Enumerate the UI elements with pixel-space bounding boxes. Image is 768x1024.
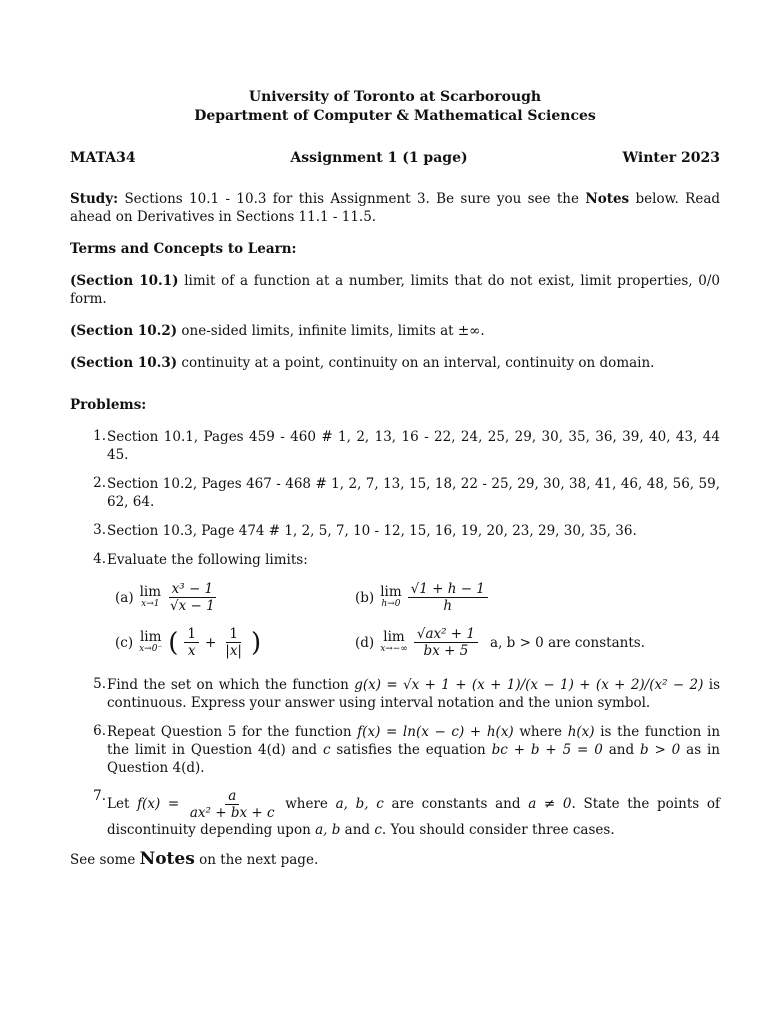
section-label: (Section 10.3) <box>70 355 178 371</box>
math-expression: f(x) = ln(x − c) + h(x) <box>357 724 514 740</box>
text-part: is the function in the limit in Question 4(d) and <box>107 724 721 758</box>
problem-number: 3. <box>93 522 106 538</box>
text-part: and <box>608 742 635 758</box>
problem-number: 5. <box>93 676 106 692</box>
section-label: (Section 10.2) <box>70 323 178 339</box>
denominator: x <box>187 643 196 659</box>
lim-text: lim <box>383 628 405 645</box>
fraction <box>167 581 218 614</box>
denominator: |x| <box>225 643 242 659</box>
problem-list <box>70 428 720 839</box>
footer-text-2: on the next page. <box>199 852 319 868</box>
text-part: are constants and <box>391 796 521 812</box>
fraction <box>187 788 278 821</box>
limits-grid <box>115 581 720 659</box>
fraction <box>408 581 488 614</box>
university-name: University of Toronto at Scarborough <box>248 89 542 105</box>
limit-label: (c) <box>115 634 134 651</box>
limit-note: a, b > 0 are constants. <box>490 634 645 651</box>
denominator: bx + 5 <box>423 643 469 659</box>
limit-b <box>355 581 675 614</box>
text-part: where <box>285 796 328 812</box>
math-expression: a, b <box>315 822 341 838</box>
math-expression: b > 0 <box>639 742 681 758</box>
limit-label: (a) <box>115 589 134 606</box>
fraction <box>222 626 245 659</box>
study-paragraph <box>70 190 720 226</box>
study-text-1: Sections 10.1 - 10.3 for this Assignment 3. Be sure you see the <box>124 191 579 207</box>
problem-item <box>70 475 720 511</box>
problem-text <box>107 788 720 839</box>
section-text: continuity at a point, continuity on an interval, continuity on domain. <box>181 355 655 371</box>
lim-operator <box>380 628 408 655</box>
lim-operator <box>139 628 163 655</box>
left-paren: ( <box>168 627 179 658</box>
limit-label: (b) <box>355 589 375 606</box>
term: Winter 2023 <box>622 150 720 166</box>
department-name: Department of Computer & Mathematical Sciences <box>194 108 596 124</box>
text-part: and <box>344 822 371 838</box>
fraction <box>414 626 478 659</box>
limit-a <box>115 581 355 614</box>
numerator: √1 + h − 1 <box>408 581 488 598</box>
lim-text: lim <box>139 628 162 645</box>
problem-item <box>70 551 720 665</box>
numerator: a <box>225 788 239 805</box>
problem-number: 2. <box>93 475 106 491</box>
course-row <box>70 150 720 166</box>
problem-text: Evaluate the following limits: <box>107 552 308 568</box>
footer-text-1: See some <box>70 852 136 868</box>
problem-text: Section 10.3, Page 474 # 1, 2, 5, 7, 10 - 12, 15, 16, 19, 20, 23, 29, 30, 35, 36. <box>107 523 637 539</box>
numerator: x³ − 1 <box>169 581 217 598</box>
text-part: where <box>519 724 563 740</box>
numerator: √ax² + 1 <box>414 626 478 643</box>
problem-number: 1. <box>93 428 106 444</box>
text-part: . You should consider three cases. <box>381 822 615 838</box>
study-text-2: below. Read ahead on Derivatives in Sections 11.1 - 11.5. <box>70 191 721 225</box>
text-part: as in Question 4(d). <box>107 742 721 776</box>
text-part: Find the set on which the function <box>107 677 349 693</box>
lim-text: lim <box>380 583 402 600</box>
problem-item <box>70 428 720 464</box>
right-paren: ) <box>250 627 262 658</box>
section-text: limit of a function at a number, limits that do not exist, limit properties, 0/0 form. <box>70 273 720 307</box>
math-expression: c <box>374 822 382 838</box>
denominator: √x − 1 <box>170 598 215 614</box>
lim-sub: h→0 <box>381 598 401 609</box>
fraction <box>184 626 199 659</box>
lim-sub: x→1 <box>141 598 160 609</box>
numerator: 1 <box>226 626 241 643</box>
math-expression: bc + b + 5 = 0 <box>491 742 603 758</box>
study-notes-word: Notes <box>585 191 630 207</box>
denominator: ax² + bx + c <box>189 805 275 821</box>
problem-text: Section 10.1, Pages 459 - 460 # 1, 2, 13, 16 - 22, 24, 25, 29, 30, 35, 36, 39, 40, 43, 44 45. <box>107 429 720 463</box>
text-part: Repeat Question 5 for the function <box>107 724 352 740</box>
problem-number: 6. <box>93 723 106 739</box>
lim-sub: x→0⁻ <box>139 643 163 654</box>
math-expression: f(x) = <box>137 796 180 812</box>
text-part: satisfies the equation <box>336 742 486 758</box>
math-expression: g(x) = √x + 1 + (x + 1)/(x − 1) + (x + 2)/(x² − 2) <box>354 677 704 693</box>
denominator: h <box>443 598 453 614</box>
section-text: one-sided limits, infinite limits, limits at ±∞. <box>181 323 485 339</box>
section-label: (Section 10.1) <box>70 273 179 289</box>
section-10-1 <box>70 272 720 308</box>
lim-sub: x→−∞ <box>380 643 408 654</box>
problem-text: Section 10.2, Pages 467 - 468 # 1, 2, 7, 13, 15, 18, 22 - 25, 29, 30, 38, 41, 46, 48, 56, 59, 62, 64. <box>107 476 720 510</box>
footer-note <box>70 850 720 869</box>
terms-heading: Terms and Concepts to Learn: <box>70 241 297 257</box>
lim-text: lim <box>139 583 162 600</box>
problem-text <box>107 676 720 712</box>
study-label: Study: <box>70 191 119 207</box>
section-10-2 <box>70 322 720 340</box>
problem-item <box>70 522 720 540</box>
section-10-3 <box>70 354 720 372</box>
problem-number: 4. <box>93 551 106 567</box>
problem-body <box>107 551 720 665</box>
math-expression: a, b, c <box>335 796 384 812</box>
limit-label: (d) <box>355 634 375 651</box>
limit-d <box>355 626 675 659</box>
math-expression: a ≠ 0 <box>528 796 572 812</box>
course-code: MATA34 <box>70 150 136 166</box>
problem-text <box>107 723 720 777</box>
problem-item <box>70 788 720 839</box>
problem-item <box>70 723 720 777</box>
math-expression: h(x) <box>567 724 595 740</box>
text-part: . State the points of discontinuity depending upon <box>107 796 720 838</box>
numerator: 1 <box>184 626 199 643</box>
lim-operator <box>380 583 402 610</box>
limit-c <box>115 626 355 659</box>
assignment-title: Assignment 1 (1 page) <box>290 150 468 166</box>
problem-number: 7. <box>93 788 106 804</box>
assignment-page <box>70 88 720 869</box>
plus-sign: + <box>204 634 217 651</box>
problem-item <box>70 676 720 712</box>
text-part: Let <box>107 796 130 812</box>
text-part: is continuous. Express your answer using interval notation and the union symbol. <box>107 677 720 711</box>
footer-notes-word: Notes <box>139 849 195 869</box>
math-expression: c <box>322 742 331 758</box>
lim-operator <box>139 583 162 610</box>
problems-heading: Problems: <box>70 397 147 413</box>
